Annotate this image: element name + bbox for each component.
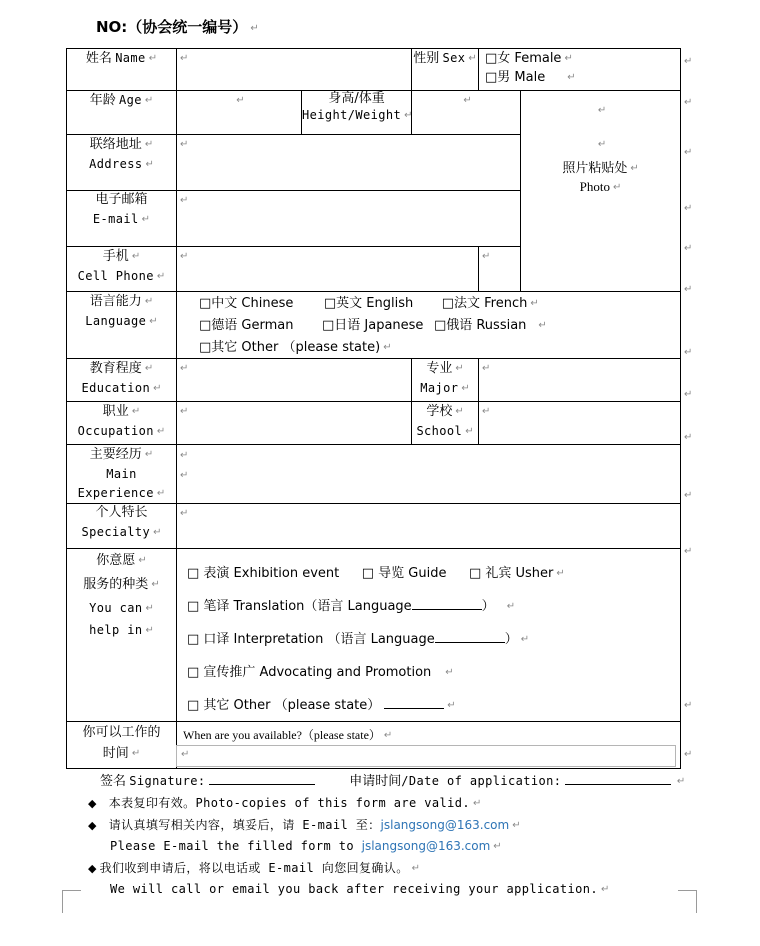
pilcrow-mark: ↵ [684,56,693,67]
page-corner-mark-bottom-right [678,890,697,913]
pilcrow-mark: ↵ [684,97,693,108]
pilcrow-mark: ↵ [684,284,693,295]
cell-label-specialty: 个人特长 Specialty ↵ [67,504,177,549]
cell-label-sex: 性别 Sex ↵ [412,49,479,91]
email-link[interactable]: jslangsong@163.com [380,817,510,832]
note-text: 我们收到申请后，将以电话或 E-mail 向您回复确认。 [99,860,409,875]
pilcrow-mark: ↵ [684,749,693,760]
email-link[interactable]: jslangsong@163.com [361,839,491,853]
date-input-line[interactable] [565,784,671,785]
cell-label-cell-phone: 手机 ↵ Cell Phone ↵ [67,247,177,292]
field-school[interactable]: ↵ [479,402,681,445]
checkbox-guide[interactable]: □ 导览 Guide [361,566,447,582]
cell-photo[interactable]: ↵ ↵ 照片粘贴处 ↵ Photo ↵ [521,91,681,292]
note-item: ◆ 我们收到申请后，将以电话或 E-mail 向您回复确认。 ↵ [88,860,420,875]
pilcrow-mark: ↵ [684,546,693,557]
table-row [67,402,681,445]
table-row [67,49,681,91]
pilcrow-mark: ↵ [684,389,693,400]
diamond-bullet-icon: ◆ [88,797,97,810]
cell-label-availability: 你可以工作的 时间 ↵ [67,722,177,769]
field-sex[interactable]: □女 Female ↵ □男 Male ↵ [479,49,681,91]
cell-label-email: 电子邮箱 E-mail ↵ [67,191,177,247]
availability-question: When are you available?（please state） [183,728,381,743]
field-major[interactable]: ↵ [479,359,681,402]
field-cell-phone-right[interactable]: ↵ [479,247,681,292]
table-row [67,445,681,504]
note-text: 请认真填写相关内容，填妥后，请 E-mail 至： [108,817,381,832]
checkbox-german[interactable]: □德语 German [199,318,294,334]
checkbox-usher[interactable]: □ 礼宾 Usher [468,566,554,582]
note-item: We will call or email you back after receiving your application. ↵ [110,882,610,896]
diamond-bullet-icon: ◆ [88,818,97,832]
interpretation-paren: ） [504,631,518,647]
trailing-paragraph-box [176,745,676,767]
table-row [67,549,681,722]
note-text: We will call or email you back after receiving your application. [110,882,598,896]
checkbox-french[interactable]: □法文 French [441,296,528,311]
pilcrow-mark: ↵ [684,347,693,358]
checkbox-russian[interactable]: □俄语 Russian [433,318,527,334]
checkbox-translation[interactable]: □ 笔译 Translation（语言 Language [187,598,412,614]
checkbox-interpretation[interactable]: □ 口译 Interpretation （语言 Language [187,631,435,647]
table-row [67,247,681,292]
checkbox-female[interactable]: □女 Female [485,51,562,66]
date-label-zh: 申请时间 [349,774,402,789]
checkbox-other-service[interactable]: □ 其它 Other （please state） [187,697,381,713]
field-height-weight[interactable]: ↵ [412,91,521,135]
note-text: 本表复印有效。Photo-copies of this form are valid. [108,796,471,810]
signature-row: 签名 Signature: 申请时间/Date of application: ↵ [100,774,686,789]
cell-label-education: 教育程度 ↵ Education ↵ [67,359,177,402]
pilcrow-mark: ↵ [250,23,259,34]
note-text: Please E-mail the filled form to [110,839,362,853]
cell-label-language: 语言能力 ↵ Language ↵ [67,292,177,359]
field-email[interactable]: ↵ [177,191,521,247]
field-age[interactable]: ↵ [177,91,302,135]
field-cell-phone[interactable]: ↵ [177,247,479,292]
checkbox-male[interactable]: □男 Male [485,69,546,85]
page-corner-mark-bottom-left [62,890,81,913]
pilcrow-mark: ↵ [684,700,693,711]
checkbox-japanese[interactable]: □日语 Japanese [321,318,424,334]
field-main-experience[interactable]: ↵ ↵ [177,445,681,504]
pilcrow-mark: ↵ [684,243,693,254]
cell-label-address: 联络地址 ↵ Address ↵ [67,135,177,191]
signature-input-line[interactable] [209,784,315,785]
cell-label-service-types: 你意愿 ↵ 服务的种类 ↵ You can ↵ help in ↵ [67,549,177,722]
checkbox-chinese[interactable]: □中文 Chinese [199,296,294,311]
checkbox-advocating-promotion[interactable]: □ 宣传推广 Advocating and Promotion [187,664,432,680]
diamond-bullet-icon: ◆ [88,861,97,875]
field-name[interactable]: ↵ [177,49,412,91]
table-row [67,359,681,402]
signature-label-en: Signature: [129,774,206,788]
translation-paren: ） [481,598,495,614]
table-row [67,504,681,549]
checkbox-other-language[interactable]: □其它 Other （please state) [199,340,381,356]
page-title: NO:（协会统一编号） ↵ [96,18,259,36]
application-form-table [66,48,681,769]
notes-section [88,797,688,905]
pilcrow-mark: ↵ [684,432,693,443]
field-specialty[interactable]: ↵ [177,504,681,549]
cell-label-main-experience: 主要经历 ↵ Main Experience ↵ [67,445,177,504]
field-occupation[interactable]: ↵ [177,402,412,445]
signature-label-zh: 签名 [100,774,127,789]
table-row [67,292,681,359]
field-availability[interactable]: When are you available?（please state） ↵ [177,722,681,769]
note-item: Please E-mail the filled form to jslangsong@163.com ↵ [110,839,502,853]
field-address[interactable]: ↵ [177,135,521,191]
checkbox-exhibition-event[interactable]: □ 表演 Exhibition event [187,566,340,582]
note-item: ◆ 本表复印有效。Photo-copies of this form are valid. ↵ [88,796,482,810]
table-row [67,91,681,135]
field-language[interactable]: □中文 Chinese □英文 English □法文 French ↵ □德语 German □日语 Japanese □俄语 Russian ↵ □其它 Other （please state) ↵ [177,292,681,359]
note-item: ◆ 请认真填写相关内容，填妥后，请 E-mail 至：jslangsong@163.com ↵ [88,817,521,832]
pilcrow-mark: ↵ [181,749,190,760]
cell-label-major: 专业 ↵ Major ↵ [412,359,479,402]
cell-label-height-weight: 身高/体重 Height/Weight ↵ [302,91,412,135]
field-service-types[interactable]: □ 表演 Exhibition event □ 导览 Guide □ 礼宾 Usher ↵ □ 笔译 Translation（语言 Language ） ↵ □ 口译 Interpretation （语言 Language ） ↵ □ 宣传推广 Advocating and Promotion ↵ □ 其它 Other （please state） ↵ [177,549,681,722]
cell-label-age: 年龄 Age ↵ [67,91,177,135]
cell-label-name: 姓名 Name ↵ [67,49,177,91]
cell-label-school: 学校 ↵ School ↵ [412,402,479,445]
date-label-en: /Date of application: [401,774,562,788]
field-education[interactable]: ↵ [177,359,412,402]
cell-label-occupation: 职业 ↵ Occupation ↵ [67,402,177,445]
checkbox-english[interactable]: □英文 English [323,296,414,311]
pilcrow-mark: ↵ [684,490,693,501]
pilcrow-mark: ↵ [684,203,693,214]
pilcrow-mark: ↵ [684,147,693,158]
